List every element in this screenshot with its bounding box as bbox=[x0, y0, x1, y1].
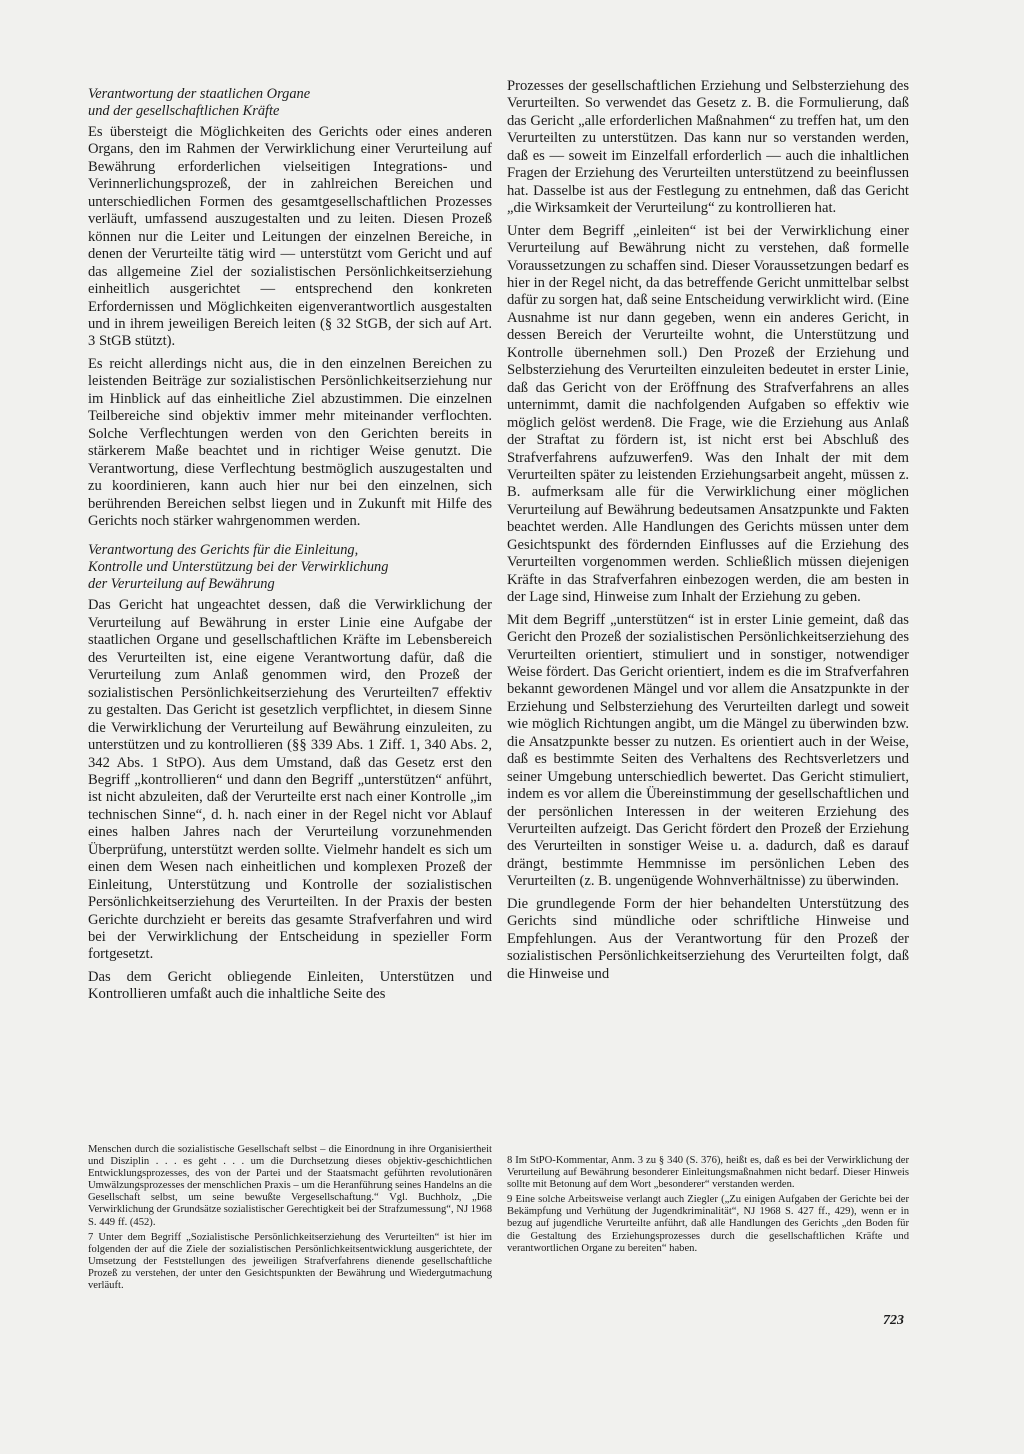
footnotes-right bbox=[507, 1155, 909, 1258]
footnote: 7 Unter dem Begriff „Sozialistische Persönlichkeitserziehung des Verurteilten“ ist hier im folgenden der auf die Ziele der sozialistischen Persönlichkeitsentwicklung ausgerichtete, der Umsetzung der Feststellungen des jeweiligen Strafverfahrens dienende gesellschaftliche Prozeß zu verstehen, der unter den Gesichtspunkten der Bewährung und Wiedergutmachung verläuft. bbox=[88, 1231, 492, 1292]
section-heading bbox=[88, 542, 492, 593]
footnotes-left bbox=[88, 1144, 492, 1295]
heading-line: Verantwortung des Gerichts für die Einleitung, bbox=[88, 542, 359, 559]
right-column bbox=[507, 78, 909, 988]
heading-line: der Verurteilung auf Bewährung bbox=[88, 576, 275, 593]
heading-line: Kontrolle und Unterstützung bei der Verwirklichung bbox=[88, 559, 389, 576]
section-heading bbox=[88, 86, 492, 120]
heading-line: Verantwortung der staatlichen Organe bbox=[88, 86, 311, 102]
paragraph: Das dem Gericht obliegende Einleiten, Unterstützen und Kontrollieren umfaßt auch die inhaltliche Seite des bbox=[88, 968, 492, 1003]
footnote: 8 Im StPO-Kommentar, Anm. 3 zu § 340 (S. 376), heißt es, daß es bei der Verwirklichung der Verurteilung auf Bewährung besonderer Einleitungsmaßnahmen nicht bedarf. Dieser Hinweis sollte mit Betonung auf dem Wort „besonderer“ verstanden werden. bbox=[507, 1155, 909, 1191]
page-number: 723 bbox=[883, 1313, 904, 1328]
heading-line: und der gesellschaftlichen Kräfte bbox=[88, 103, 280, 119]
paragraph: Es übersteigt die Möglichkeiten des Gerichts oder eines anderen Organs, den im Rahmen der Verwirklichung einer Verurteilung auf Bewährung erforderlichen vielseitigen Integrations- und Verinnerlichungsprozeß, der in zahlreichen Bereichen und unterschiedlichen Formen des gesamtgesellschaftlichen Prozesses verläuft, umfassend auszugestalten und zu leiten. Diesen Prozeß können nur die Leiter und Leitungen der einzelnen Bereiche, in denen der Verurteilte tätig wird — unterstützt vom Gericht und auf das allgemeine Ziel der sozialistischen Persönlichkeitserziehung einheitlich ausgerichtet — entsprechend den konkreten Erfordernissen und Möglichkeiten eigenverantwortlich ausgestalten und in ihrem jeweiligen Bereich leiten (§ 32 StGB, der sich auf Art. 3 StGB stützt). bbox=[88, 124, 492, 350]
paragraph: Das Gericht hat ungeachtet dessen, daß die Verwirklichung der Verurteilung auf Bewährung in erster Linie eine Aufgabe der staatlichen Organe und gesellschaftlichen Kräfte im Lebensbereich des Verurteilten ist, eine eigene Verantwortung dafür, daß die Verurteilung zum Anlaß genommen wird, den Prozeß der sozialistischen Persönlichkeitserziehung des Verurteilten7 effektiv zu gestalten. Das Gericht ist gesetzlich verpflichtet, in diesem Sinne die Verwirklichung der Verurteilung auf Bewährung einzuleiten, zu unterstützen und zu kontrollieren (§§ 339 Abs. 1 Ziff. 1, 340 Abs. 2, 342 Abs. 1 StPO). Aus dem Umstand, daß das Gesetz erst den Begriff „kontrollieren“ und dann den Begriff „unterstützen“ anführt, ist nicht abzuleiten, daß der Verurteilte erst nach einer Kontrolle „im technischen Sinne“, d. h. nach einer in der Regel nicht vor Ablauf eines halben Jahres nach der Verurteilung vorzunehmenden Überprüfung, unterstützt werden sollte. Vielmehr handelt es sich um einen dem Wesen nach einheitlichen und komplexen Prozeß der Einleitung, Unterstützung und Kontrolle der sozialistischen Persönlichkeitserziehung des Verurteilten. In der Praxis der besten Gerichte durchzieht er bereits das gesamte Strafverfahren und wird bei der Verwirklichung der Entscheidung in spezieller Form fortgesetzt. bbox=[88, 597, 492, 963]
footnote: 9 Eine solche Arbeitsweise verlangt auch Ziegler („Zu einigen Aufgaben der Gerichte bei der Bekämpfung und Verhütung der Jugendkriminalität“, NJ 1968 S. 427 ff., 429), wenn er in bezug auf jugendliche Verurteilte anführt, daß alle Handlungen des Gerichts „den Boden für die Gestaltung des Erziehungsprozesses durch die gesellschaftlichen Kräfte und verantwortlichen Organe zu bereiten“ haben. bbox=[507, 1194, 909, 1254]
left-column bbox=[88, 78, 492, 1009]
paragraph: Prozesses der gesellschaftlichen Erziehung und Selbsterziehung des Verurteilten. So verwendet das Gesetz z. B. die Formulierung, daß das Gericht „alle erforderlichen Maßnahmen“ zu treffen hat, um den Verurteilten zu unterstützen. Das kann nur so verstanden werden, daß es — soweit im Einzelfall erforderlich — auch die inhaltlichen Fragen der Erziehung des Verurteilten unterstützend zu beeinflussen hat. Dasselbe ist aus der Festlegung zu entnehmen, daß das Gericht „die Wirksamkeit der Verurteilung“ zu kontrollieren hat. bbox=[507, 78, 909, 217]
paragraph: Mit dem Begriff „unterstützen“ ist in erster Linie gemeint, daß das Gericht den Prozeß der sozialistischen Persönlichkeitserziehung des Verurteilten orientiert, stimuliert und in sonstiger, notwendiger Weise fördert. Das Gericht orientiert, indem es die im Strafverfahren bekannt gewordenen Mängel und vor allem die Ansatzpunkte in der Erziehung und Selbsterziehung des Verurteilten darlegt und soweit wie möglich Richtungen angibt, um die Mängel zu überwinden bzw. die Ansatzpunkte besser zu nutzen. Es orientiert auch in der Weise, daß es bestimmte Seiten des Verhaltens des Rechtsverletzers und seiner Umgebung unterschiedlich bewertet. Das Gericht stimuliert, indem es vor allem die Übereinstimmung der gesellschaftlichen und der persönlichen Interessen in der weiteren Erziehung des Verurteilten aufzeigt. Das Gericht fördert den Prozeß der Erziehung des Verurteilten in sonstiger Weise u. a. dadurch, daß es darauf drängt, bestimmte Hemmnisse im persönlichen Leben des Verurteilten (z. B. ungenügende Wohnverhältnisse) zu überwinden. bbox=[507, 611, 909, 890]
paragraph: Die grundlegende Form der hier behandelten Unterstützung des Gerichts sind mündliche oder schriftliche Hinweise und Empfehlungen. Aus der Verantwortung für den Prozeß der sozialistischen Persönlichkeitserziehung des Verurteilten folgt, daß die Hinweise und bbox=[507, 895, 909, 982]
paragraph: Unter dem Begriff „einleiten“ ist bei der Verwirklichung einer Verurteilung auf Bewährung nicht zu verstehen, daß formelle Voraussetzungen zu schaffen sind. Dieser Voraussetzungen bedarf es hier in der Regel nicht, da das betreffende Gericht unmittelbar selbst dafür zu sorgen hat, daß seine Entscheidung verwirklicht wird. (Eine Ausnahme ist nur dann gegeben, wenn ein anderes Gericht, in dessen Bereich der Verurteilte wohnt, die Unterstützung und Kontrolle übernehmen soll.) Den Prozeß der Erziehung und Selbsterziehung des Verurteilten einzuleiten bedeutet in erster Linie, daß das Gericht von der Eröffnung des Strafverfahrens an alles unternimmt, damit die nachfolgenden Aufgaben so effektiv wie möglich gelöst werden8. Die Frage, wie die Erziehung aus Anlaß der Straftat zu fördern ist, ist nicht erst bei Abschluß des Strafverfahrens aufzuwerfen9. Was den Inhalt der mit dem Verurteilten später zu leistenden Erziehungsarbeit angeht, müssen z. B. aufmerksam alle für die Verwirklichung einer möglichen Verurteilung auf Bewährung bedeutsamen Ansatzpunkte und Fakten beachtet werden. Alle Handlungen des Gerichts müssen unter dem Gesichtspunkt des fördernden Einflusses auf die Erziehung des Verurteilten vorgenommen werden. Schließlich müssen diejenigen Kräfte in das Strafverfahren einbezogen werden, die am besten in der Lage sind, Hinweise zum Inhalt der Erziehung zu geben. bbox=[507, 222, 909, 606]
paragraph: Es reicht allerdings nicht aus, die in den einzelnen Bereichen zu leistenden Beiträge zur sozialistischen Persönlichkeitserziehung nur im Hinblick auf das einheitliche Ziel abzustimmen. Die einzelnen Teilbereiche sind objektiv immer mehr miteinander verflochten. Solche Verflechtungen werden von den Gerichten bereits in stärkerem Maße beachtet und in richtiger Weise genutzt. Die Verantwortung, diese Verflechtung bestmöglich auszugestalten und zu koordinieren, kann auch hier nur bei den einzelnen, sich berührenden Bereichen selbst liegen und in Zukunft mit Hilfe des Gerichts noch stärker wahrgenommen werden. bbox=[88, 355, 492, 529]
footnote: Menschen durch die sozialistische Gesellschaft selbst – die Einordnung in ihre Organisiertheit und Disziplin . . . es geht . . . um die Durchsetzung dieses objektiv-geschichtlichen Entwicklungsprozesses, des von der Partei und der Staatsmacht geführten revolutionären Umwälzungsprozesses der menschlichen Praxis – um die Heranführung seines Handelns an die Gesellschaft selbst, um seine bewußte Vergesellschaftung.“ Vgl. Buchholz, „Die Verwirklichung der Grundsätze sozialistischer Gerechtigkeit bei der Strafzumessung“, NJ 1968 S. 449 ff. (452). bbox=[88, 1144, 492, 1228]
